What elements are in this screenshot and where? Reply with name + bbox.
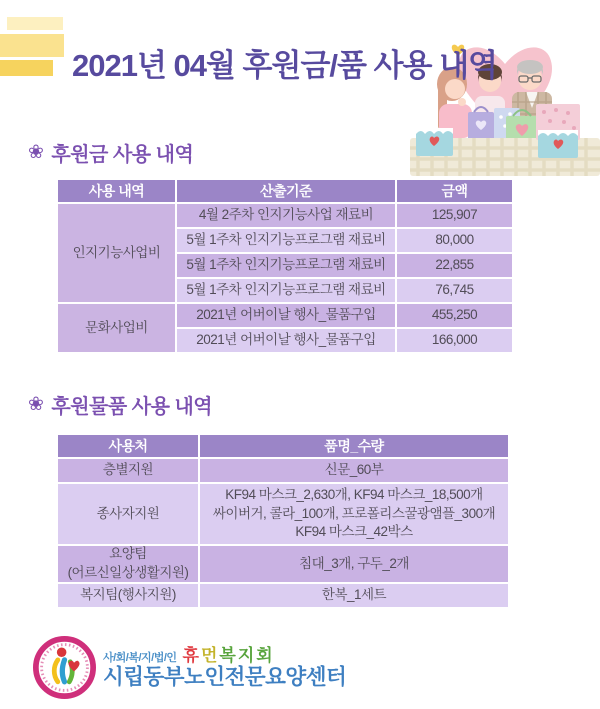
section-heading-money [28, 138, 193, 167]
org-name-part: 먼 [200, 645, 220, 665]
category-cell: 인지기능사업비 [58, 204, 175, 302]
yellow-bar-decoration [0, 34, 64, 57]
items-cell: 신문_60부 [200, 459, 508, 482]
basis-cell: 2021년 어버이날 행사_물품구입 [177, 304, 395, 327]
items-cell: 한복_1세트 [200, 584, 508, 607]
org-name-part: 복지회 [219, 645, 275, 665]
basis-cell: 4월 2주차 인지기능사업 재료비 [177, 204, 395, 227]
amount-cell: 166,000 [397, 329, 512, 352]
money-usage-table [58, 180, 512, 352]
amount-cell: 125,907 [397, 204, 512, 227]
footer [33, 636, 346, 699]
basis-cell: 5월 1주차 인지기능프로그램 재료비 [177, 279, 395, 302]
column-header: 산출기준 [177, 180, 395, 202]
item-line: 싸이버거, 콜라_100개, 프로폴리스꿀광앰플_300개 [212, 505, 496, 521]
center-name-label: 시립동부노인전문요양센터 [103, 664, 347, 689]
goods-usage-table [58, 435, 508, 607]
item-line: KF94 마스크_2,630개, KF94 마스크_18,500개 [225, 486, 483, 502]
org-type-label: 사/회/복/지/법/인 [103, 651, 177, 664]
items-cell [200, 484, 508, 544]
column-header: 금액 [397, 180, 512, 202]
basis-cell: 2021년 어버이날 행사_물품구입 [177, 329, 395, 352]
yellow-bar-decoration [0, 60, 53, 76]
yellow-bar-decoration [7, 17, 63, 30]
column-header: 사용처 [58, 435, 198, 457]
section-heading-money-label: 후원금 사용 내역 [51, 144, 194, 166]
place-cell [58, 546, 198, 582]
category-cell: 문화사업비 [58, 304, 175, 352]
place-line: (어르신일상생활지원) [67, 565, 189, 580]
items-cell: 침대_3개, 구두_2개 [200, 546, 508, 582]
place-cell: 복지팀(행사지원) [58, 584, 198, 607]
section-heading-goods [28, 390, 212, 419]
basis-cell: 5월 1주차 인지기능프로그램 재료비 [177, 229, 395, 252]
organization-logo-icon [33, 636, 96, 699]
flower-icon: ❀ [28, 142, 44, 163]
basis-cell: 5월 1주차 인지기능프로그램 재료비 [177, 254, 395, 277]
place-cell: 종사자지원 [58, 484, 198, 544]
org-name-part: 휴 [182, 645, 201, 665]
flower-icon: ❀ [28, 394, 44, 415]
gift-box-right [536, 104, 580, 158]
column-header: 품명_수량 [200, 435, 508, 457]
place-line: 요양팀 [109, 546, 147, 562]
amount-cell: 22,855 [397, 254, 512, 277]
section-heading-goods-label: 후원물품 사용 내역 [51, 396, 213, 418]
item-line: KF94 마스크_42박스 [295, 524, 413, 540]
amount-cell: 80,000 [397, 229, 512, 252]
org-name-label [183, 647, 275, 665]
column-header: 사용 내역 [58, 180, 175, 202]
amount-cell: 76,745 [397, 279, 512, 302]
place-cell: 층별지원 [58, 459, 198, 482]
page-title: 2021년 04월 후원금/품 사용 내역 [72, 48, 497, 83]
amount-cell: 455,250 [397, 304, 512, 327]
gift-box-left [416, 128, 453, 156]
